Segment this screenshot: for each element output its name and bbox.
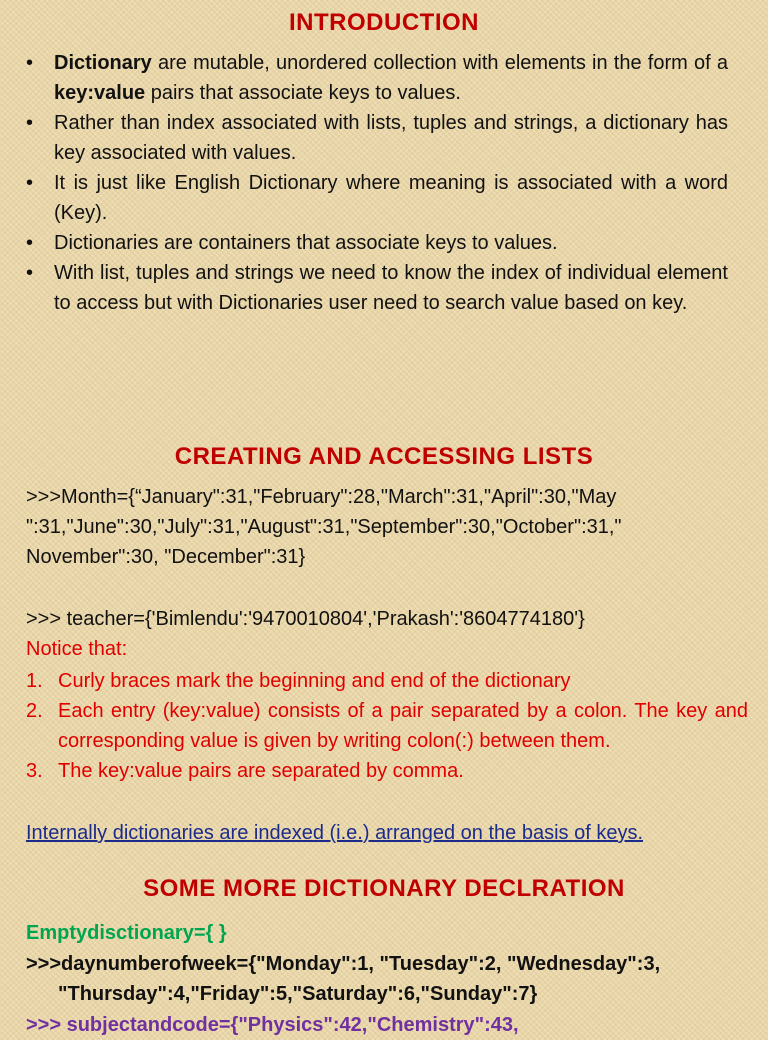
bullet-icon: •: [26, 52, 34, 74]
code-line: "Thursday":4,"Friday":5,"Saturday":6,"Sunday":7}: [58, 983, 538, 1005]
internal-indexing-note: Internally dictionaries are indexed (i.e.) arranged on the basis of keys.: [26, 822, 644, 844]
note-number: 3.: [26, 760, 43, 782]
bullet-text: With list, tuples and strings we need to know the index of individual element to access but with Dictionaries user need to search value based on key.: [54, 262, 728, 314]
list-item: [26, 666, 748, 696]
list-item: [26, 696, 748, 756]
more-heading: SOME MORE DICTIONARY DECLRATION: [143, 875, 625, 902]
list-item: [26, 228, 728, 258]
bullet-icon: •: [26, 232, 34, 254]
bullet-text: are mutable, unordered collection with elements in the form of a: [151, 52, 728, 74]
empty-dictionary-code: Emptydisctionary={ }: [26, 922, 227, 944]
notice-label: Notice that:: [26, 638, 128, 660]
code-line: ":31,"June":30,"July":31,"August":31,"September":30,"October":31,": [26, 516, 622, 538]
term-key-value: key:value: [54, 82, 146, 104]
teacher-dictionary-code: >>> teacher={'Bimlendu':'9470010804','Prakash':'8604774180'}: [26, 608, 585, 630]
list-item: [26, 168, 728, 228]
daynumber-dictionary-code: [26, 949, 746, 1009]
note-number: 2.: [26, 700, 43, 722]
bullet-icon: •: [26, 112, 34, 134]
notes-list: [26, 666, 748, 786]
note-text: The key:value pairs are separated by comma.: [58, 760, 464, 782]
bullet-icon: •: [26, 172, 34, 194]
note-text: Curly braces mark the beginning and end of the dictionary: [58, 670, 571, 692]
bullet-text: It is just like English Dictionary where meaning is associated with a word (Key).: [54, 172, 728, 224]
intro-heading: INTRODUCTION: [289, 9, 479, 36]
list-item: [26, 108, 728, 168]
bullet-text: pairs that associate keys to values.: [145, 82, 461, 104]
intro-bullet-list: [26, 48, 728, 318]
note-number: 1.: [26, 670, 43, 692]
note-text: Each entry (key:value) consists of a pair separated by a colon. The key and corresponding value is given by writing colon(:) between them.: [58, 700, 748, 752]
term-dictionary: Dictionary: [54, 52, 152, 74]
bullet-text: Dictionaries are containers that associate keys to values.: [54, 232, 558, 254]
creating-heading: CREATING AND ACCESSING LISTS: [174, 443, 594, 470]
code-line: >>>Month={“January":31,"February":28,"March":31,"April":30,"May: [26, 486, 617, 508]
bullet-text: Rather than index associated with lists, tuples and strings, a dictionary has key associated with values.: [54, 112, 728, 164]
list-item: [26, 756, 748, 786]
list-item: [26, 258, 728, 318]
bullet-icon: •: [26, 262, 34, 284]
code-line: November":30, "December":31}: [26, 546, 306, 568]
list-item: [26, 48, 728, 108]
code-line: >>>daynumberofweek={"Monday":1, "Tuesday":2, "Wednesday":3,: [26, 953, 661, 975]
month-dictionary-code: [26, 482, 746, 572]
subject-dictionary-code: >>> subjectandcode={"Physics":42,"Chemistry":43,: [26, 1014, 519, 1036]
